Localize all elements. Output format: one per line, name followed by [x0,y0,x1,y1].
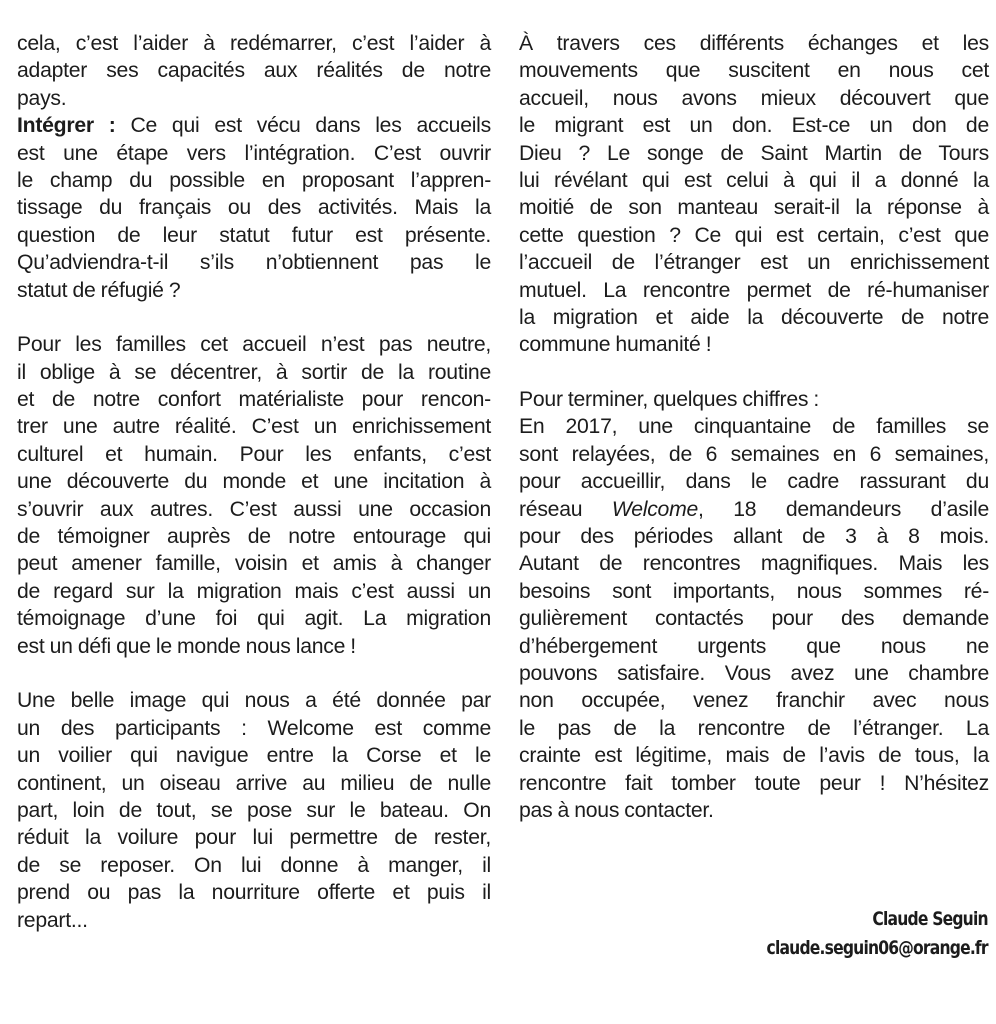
welcome-emphasis: Welcome [611,497,699,521]
author-email[interactable]: claude.seguin06@orange.fr [766,937,988,959]
text-line: non occupée, venez franchir avec nous [519,689,989,713]
text-line: question de leur statut futur est présente. [17,223,491,247]
text-line: une découverte du monde et une incitation à [17,470,491,494]
text-line: besoins sont importants, nous sommes ré- [519,579,989,603]
paragraph-gap [17,660,491,687]
integrer-rest: Ce qui est vécu dans les accueils [115,114,491,138]
text-line: pays. [17,86,67,110]
text-line: pour accueillir, dans le cadre rassurant du [519,470,989,494]
text-line: gulièrement contactés pour des demande [519,607,989,631]
text-line: peut amener famille, voisin et amis à changer [17,552,491,576]
text-line: s’ouvrir aux autres. C’est aussi une occasion [17,497,491,521]
reseau-after: , 18 demandeurs d’asile [698,497,989,521]
integrer-label: Intégrer : [17,114,116,138]
figures-heading: Pour terminer, quelques chiffres : [519,388,820,412]
paragraph-gap [17,304,491,331]
reseau-before: réseau [519,497,612,521]
signature-block [767,905,988,963]
text-line: pour des périodes allant de 3 à 8 mois. [519,525,989,549]
text-line: commune humanité ! [519,333,712,357]
text-line: mouvements que suscitent en nous cet [519,59,989,83]
text-line: cette question ? Ce qui est certain, c’est que [519,223,989,247]
text-line: repart... [17,908,88,932]
right-column [519,30,989,824]
text-line: le champ du possible en proposant l’appren- [17,168,491,192]
text-line: est un défi que le monde nous lance ! [17,634,356,658]
text-line: pouvons satisfaire. Vous avez une chambre [519,661,989,685]
text-line: de regard sur la migration mais c’est aussi un [17,579,491,603]
text-line: de témoigner auprès de notre entourage qui [17,525,491,549]
left-column [17,30,491,934]
text-line: l’accueil de l’étranger est un enrichissement [519,251,989,275]
paragraph-gap [519,359,989,386]
text-line: Pour les familles cet accueil n’est pas neutre, [17,333,491,357]
text-line: continent, un oiseau arrive au milieu de nulle [17,771,491,795]
text-line: Autant de rencontres magnifiques. Mais les [519,552,989,576]
text-line: culturel et humain. Pour les enfants, c’est [17,442,491,466]
text-line: un des participants : Welcome est comme [17,716,491,740]
text-line-reseau [519,496,989,523]
text-line: adapter ses capacités aux réalités de notre [17,59,491,83]
text-line: sont relayées, de 6 semaines en 6 semaines, [519,442,989,466]
text-line: la migration et aide la découverte de notre [519,305,989,329]
text-line: de se reposer. On lui donne à manger, il [17,853,491,877]
text-line: cela, c’est l’aider à redémarrer, c’est l’aider à [17,32,491,55]
text-line: statut de réfugié ? [17,278,181,302]
text-line: trer une autre réalité. C’est un enrichissement [17,415,491,439]
text-line: mutuel. La rencontre permet de ré-humaniser [519,278,989,302]
author-name: Claude Seguin [872,908,988,930]
text-line: le pas de la rencontre de l’étranger. La [519,716,989,740]
text-line: témoignage d’une foi qui agit. La migration [17,607,491,631]
text-line: un voilier qui navigue entre la Corse et le [17,744,491,768]
text-line: rencontre fait tomber toute peur ! N’hésitez [519,771,989,795]
text-line: crainte est légitime, mais de l’avis de tous, la [519,744,989,768]
text-line: En 2017, une cinquantaine de familles se [519,415,989,439]
text-line: prend ou pas la nourriture offerte et puis il [17,881,491,905]
text-line: accueil, nous avons mieux découvert que [519,86,989,110]
text-line-integrer [17,112,491,139]
text-line: Une belle image qui nous a été donnée par [17,689,491,713]
text-line: tissage du français ou des activités. Mais la [17,196,491,220]
text-line: et de notre confort matérialiste pour rencon- [17,388,491,412]
text-line: pas à nous contacter. [519,798,714,822]
text-line: le migrant est un don. Est-ce un don de [519,114,989,138]
text-line: d’hébergement urgents que nous ne [519,634,989,658]
text-line: lui révélant qui est celui à qui il a donné la [519,168,989,192]
text-line: moitié de son manteau serait-il la réponse à [519,196,989,220]
text-line: À travers ces différents échanges et les [519,32,989,55]
text-line: il oblige à se décentrer, à sortir de la routine [17,360,491,384]
text-line: est une étape vers l’intégration. C’est ouvrir [17,141,491,165]
text-line: part, loin de tout, se pose sur le bateau. On [17,798,491,822]
text-line: réduit la voilure pour lui permettre de rester, [17,826,491,850]
text-line: Qu’adviendra-t-il s’ils n’obtiennent pas le [17,251,491,275]
text-line: Dieu ? Le songe de Saint Martin de Tours [519,141,989,165]
